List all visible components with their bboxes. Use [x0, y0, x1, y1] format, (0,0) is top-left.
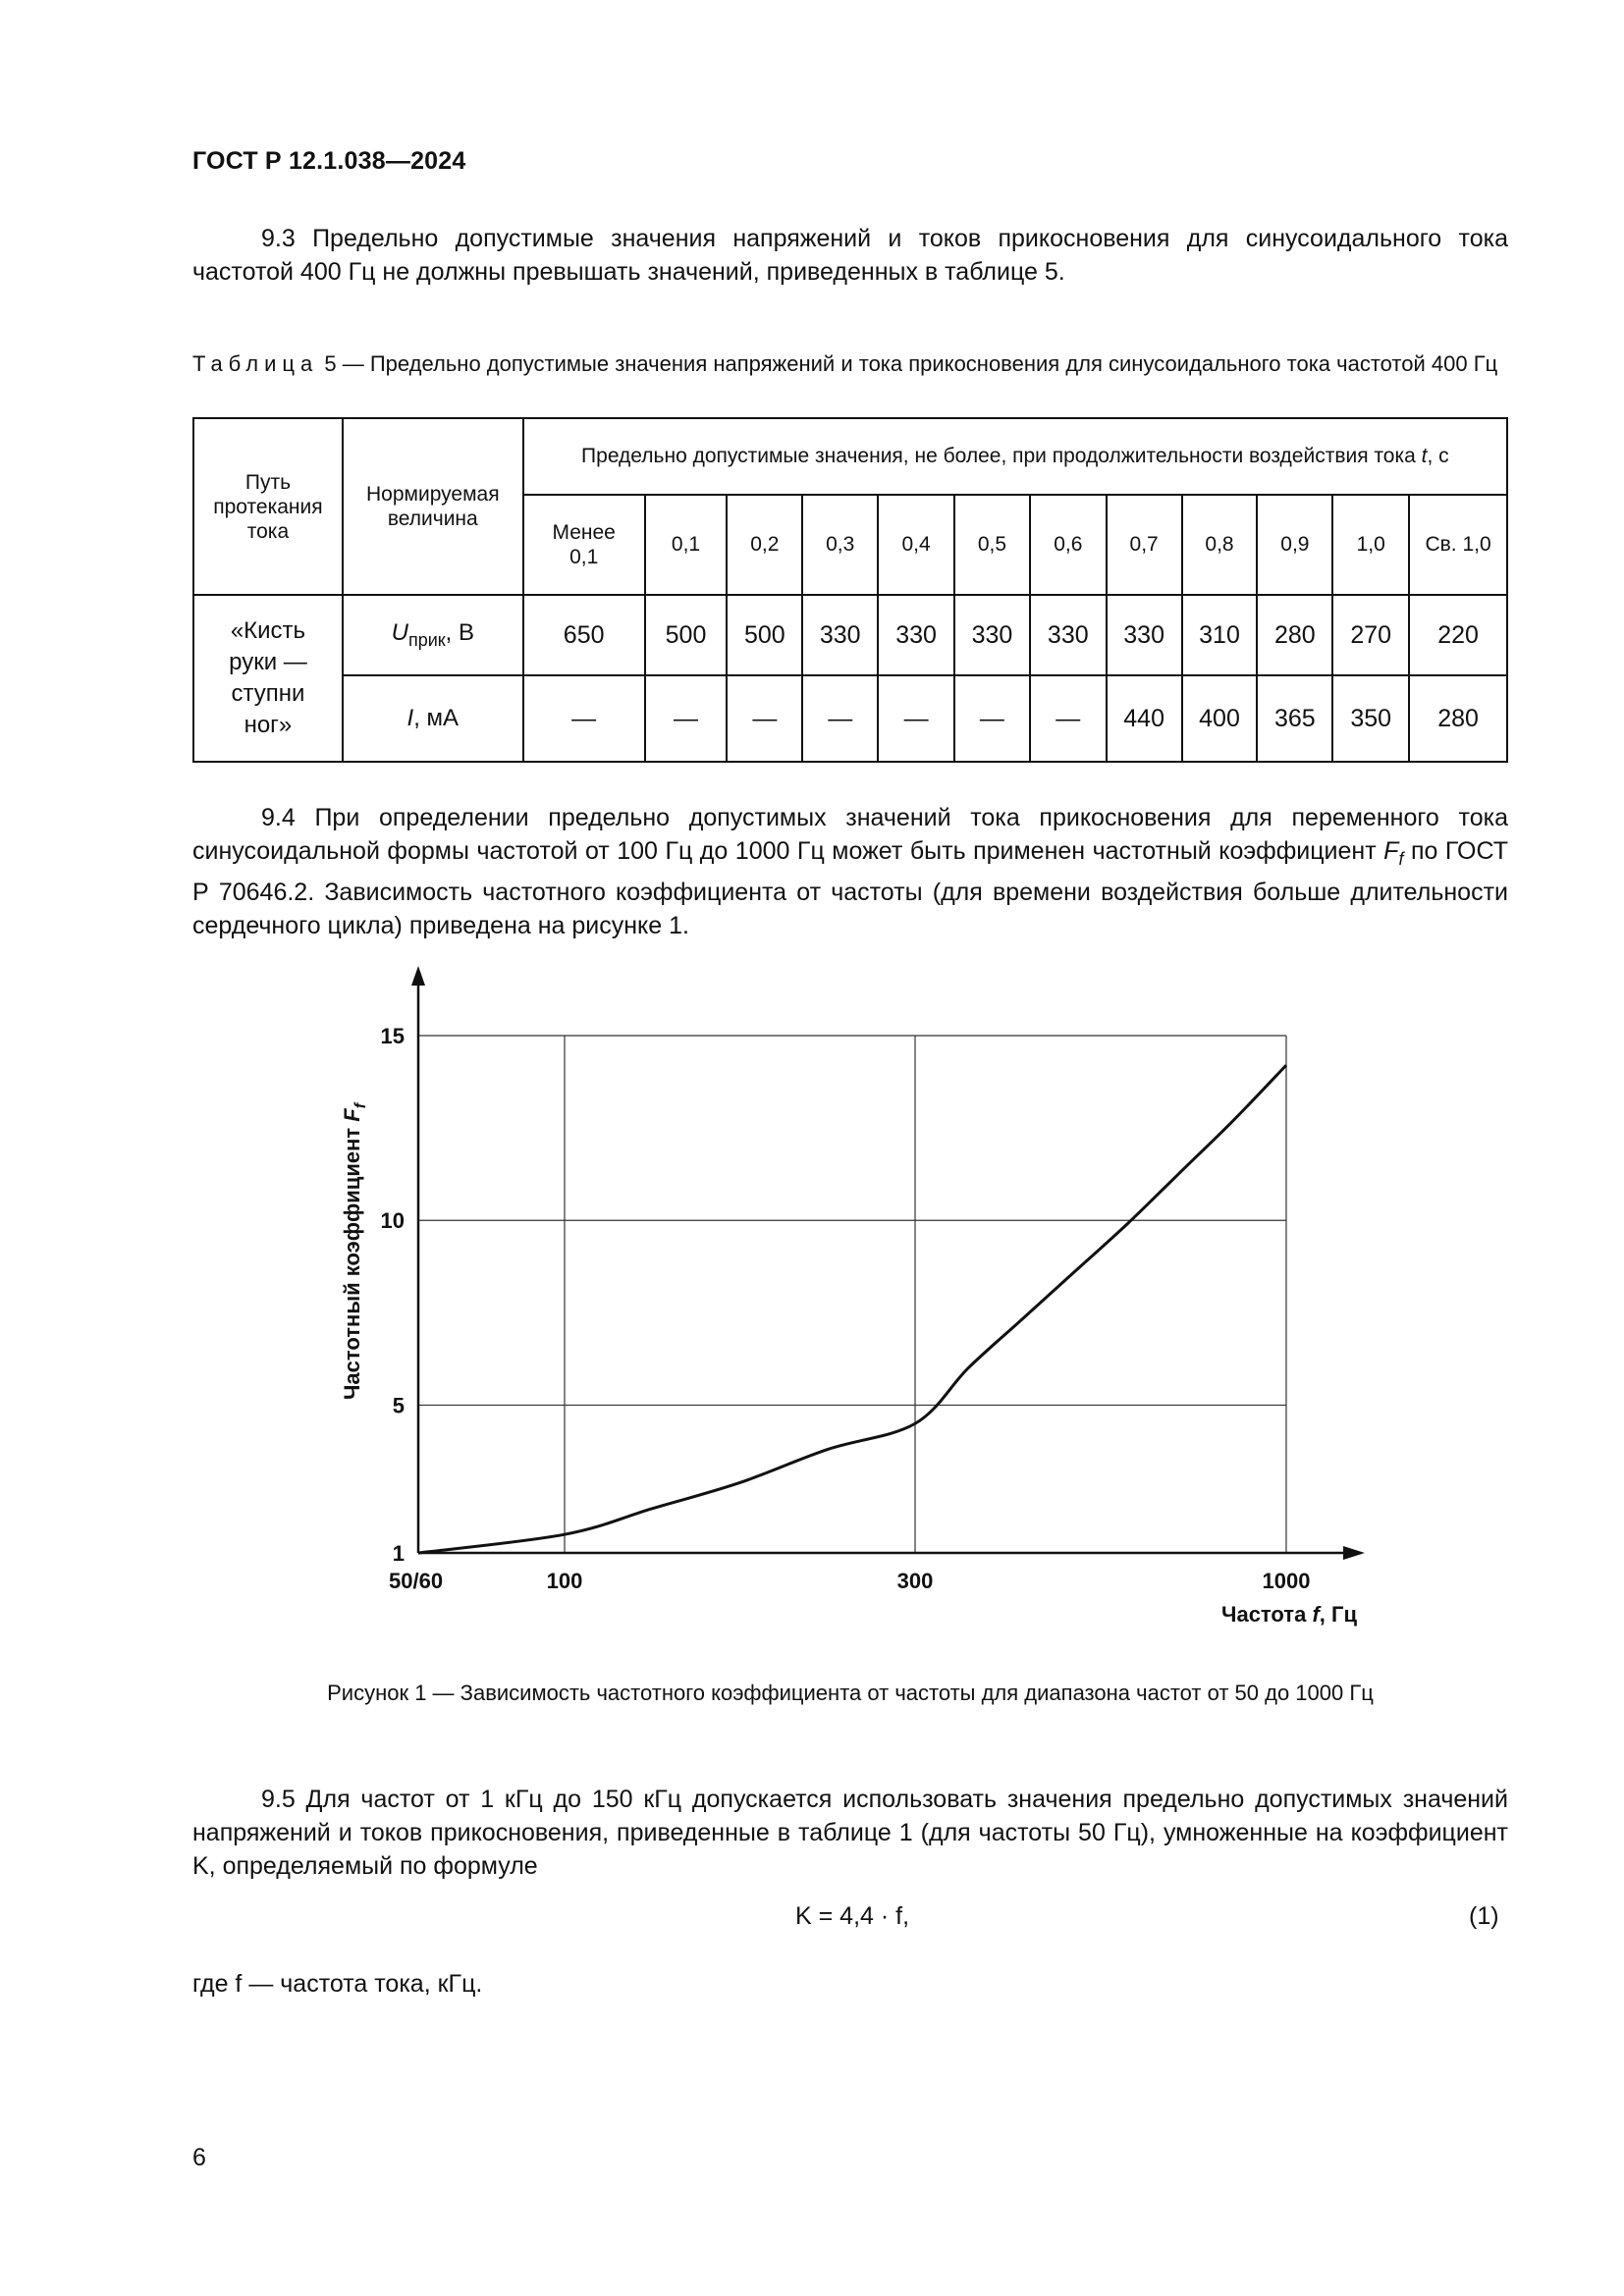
table-row [193, 595, 1507, 675]
duration-header-cell: 0,3 [802, 495, 878, 595]
y-tick-label: 1 [392, 1541, 405, 1566]
quantity-u-label: $U_{прик}$, В [343, 595, 523, 675]
x-tick-label: 1000 [1262, 1569, 1311, 1593]
table-cell: — [954, 675, 1030, 762]
x-axis-label: Частота f, Гц [1221, 1602, 1357, 1627]
duration-header-cell: 0,2 [727, 495, 802, 595]
duration-header-cell: 0,9 [1257, 495, 1332, 595]
x-tick-label: 100 [546, 1569, 583, 1593]
paragraph-9-5: 9.5 Для частот от 1 кГц до 150 кГц допускается использовать значения предельно допустимых значений напряжений и токов прикосновения, приведенные в таблице 1 (для частоты 50 Гц), умноженные на коэффициент K, определяемый по формуле [192, 1786, 1508, 1880]
table-5 [192, 417, 1508, 763]
table-cell: 365 [1257, 675, 1332, 762]
table-row [193, 675, 1507, 762]
duration-header-cell: 1,0 [1332, 495, 1409, 595]
chart-axes [411, 966, 1365, 1560]
quantity-i-label: I, мА [343, 675, 523, 762]
duration-header-cell: 0,6 [1030, 495, 1107, 595]
table-cell: 330 [954, 595, 1030, 675]
x-tick-label: 50/60 [389, 1569, 444, 1593]
path-cell: «Кисть руки — ступни ног» [193, 595, 343, 762]
duration-header-cell: 0,5 [954, 495, 1030, 595]
table-cell: — [727, 675, 802, 762]
duration-header-cell: 0,7 [1107, 495, 1182, 595]
table-5-caption [192, 349, 1508, 379]
table-cell: 330 [802, 595, 878, 675]
table-cell: 270 [1332, 595, 1409, 675]
figure-1-chart [295, 942, 1394, 1629]
figure-1-caption: Рисунок 1 — Зависимость частотного коэффициента от частоты для диапазона частот от 50 до 1000 Гц [327, 1681, 1374, 1705]
formula-number: (1) [1469, 1902, 1499, 1930]
table-cell: 280 [1257, 595, 1332, 675]
table-cell: 400 [1182, 675, 1258, 762]
y-tick-label: 5 [392, 1393, 405, 1418]
duration-header-cell: Св. 1,0 [1409, 495, 1507, 595]
header-duration-group: Предельно допустимые значения, не более, при продолжительности воздействия тока t, с [523, 418, 1507, 495]
y-axis-arrow-icon [411, 966, 425, 986]
table-cell: — [802, 675, 878, 762]
table-cell: — [1030, 675, 1107, 762]
document-id: ГОСТ Р 12.1.038—2024 [192, 147, 466, 175]
table-cell: 500 [727, 595, 802, 675]
duration-header-cell: 0,8 [1182, 495, 1258, 595]
table-cell: 500 [645, 595, 728, 675]
x-tick-label: 300 [896, 1569, 934, 1593]
table-cell: 650 [523, 595, 645, 675]
table-cell: 440 [1107, 675, 1182, 762]
y-tick-label: 10 [380, 1208, 405, 1234]
duration-header-cell: 0,1 [645, 495, 728, 595]
table-cell: 330 [1107, 595, 1182, 675]
chart-grid [418, 1036, 1286, 1553]
y-tick-label: 15 [380, 1024, 405, 1048]
table-cell: — [878, 675, 954, 762]
x-axis-arrow-icon [1343, 1546, 1365, 1560]
table-cell: 220 [1409, 595, 1507, 675]
table-cell: — [645, 675, 728, 762]
table-caption-label: Таблица [192, 351, 319, 376]
formula-expression: K = 4,4 · f, [795, 1902, 910, 1930]
paragraph-9-3 [192, 222, 1508, 289]
table-cell: 310 [1182, 595, 1258, 675]
where-clause: где f — частота тока, кГц. [192, 1970, 483, 1998]
table-cell: 280 [1409, 675, 1507, 762]
table-cell: 350 [1332, 675, 1409, 762]
page-number: 6 [192, 2144, 206, 2171]
chart-x-ticks [389, 1569, 1310, 1593]
duration-header-cell: Менее 0,1 [523, 495, 645, 595]
table-cell: 330 [1030, 595, 1107, 675]
header-path: Путь протекания тока [193, 418, 343, 595]
y-axis-label: Частотный коэффициент $F_f$ [340, 1102, 369, 1401]
duration-header-cell: 0,4 [878, 495, 954, 595]
table-caption-number: 5 [324, 351, 337, 376]
paragraph-9-3-text: 9.3 Предельно допустимые значения напряжений и токов прикосновения для синусоидального тока частотой 400 Гц не должны превышать значений, приведенных в таблице 5. [192, 225, 1508, 286]
series-line [418, 1065, 1286, 1553]
table-caption-text: — Предельно допустимые значения напряжений и тока прикосновения для синусоидального тока частотой 400 Гц [336, 351, 1498, 376]
table-cell: — [523, 675, 645, 762]
header-quantity: Нормируемая величина [343, 418, 523, 595]
chart-y-ticks [381, 1024, 405, 1566]
table-cell: 330 [878, 595, 954, 675]
paragraph-9-4: 9.4 При определении предельно допустимых значений тока прикосновения для переменного тока синусоидальной формы частотой от 100 Гц до 1000 Гц может быть применен частотный коэффициент $F_f$ по ГОСТ Р 70646.2. Зависимость частотного коэффициента от частоты (для времени воздействия больше длительности сердечного цикла) приведена на рисунке 1. [192, 804, 1508, 939]
